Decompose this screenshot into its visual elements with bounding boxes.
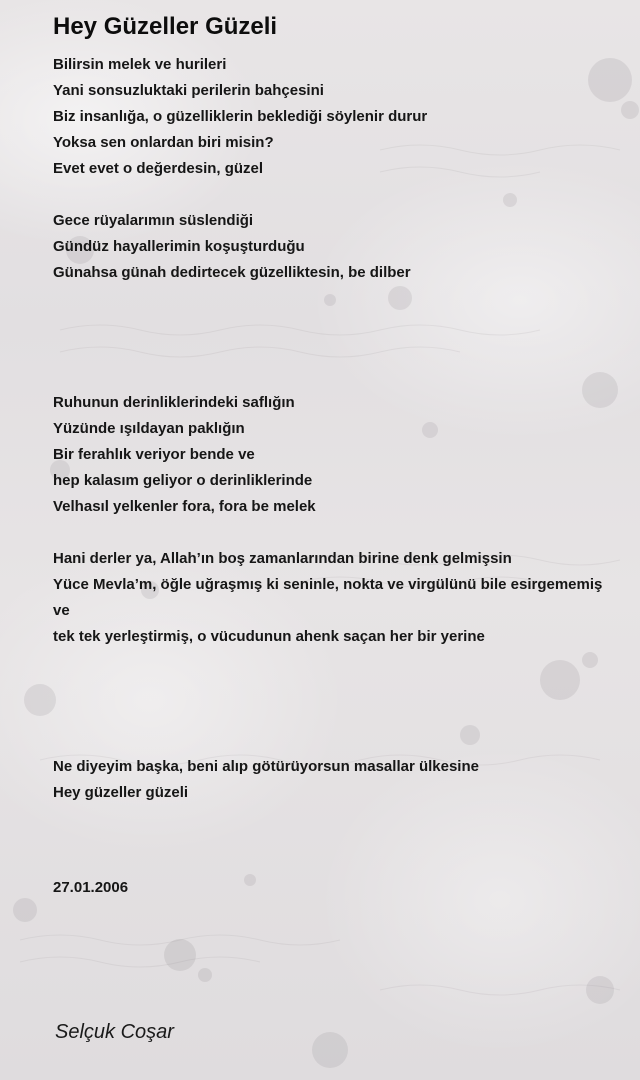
poem-line: Yüce Mevla’m, öğle uğraşmış ki seninle, nokta ve virgülünü bile esirgememiş ve — [53, 576, 603, 619]
poem-line: hep kalasım geliyor o derinliklerinde — [53, 472, 313, 489]
poem-line: Günahsa günah dedirtecek güzelliktesin, be dilber — [53, 264, 411, 281]
poem-line: Gündüz hayallerimin koşuşturduğu — [53, 238, 305, 255]
stanza-gap — [53, 650, 613, 754]
poem-line: Hey güzeller güzeli — [53, 784, 189, 801]
poem-line: Biz insanlığa, o güzelliklerin beklediği söylenir durur — [53, 108, 428, 125]
poem-line: Bilirsin melek ve hurileri — [53, 56, 227, 73]
poem-date: 27.01.2006 — [53, 879, 129, 896]
poem-line: Yani sonsuzluktaki perilerin bahçesini — [53, 82, 324, 99]
stanza-gap — [53, 286, 613, 390]
poem-line: Gece rüyalarımın süslendiği — [53, 212, 254, 229]
poem-line: Ne diyeyim başka, beni alıp götürüyorsun masallar ülkesine — [53, 758, 479, 775]
poem-author: Selçuk Coşar — [55, 1021, 174, 1043]
poem-line: Yüzünde ışıldayan paklığın — [53, 420, 245, 437]
poem-title: Hey Güzeller Güzeli — [53, 13, 278, 40]
poem-body — [53, 52, 613, 806]
stanza-gap — [53, 520, 613, 546]
poem-line: Yoksa sen onlardan biri misin? — [53, 134, 274, 151]
poem-line: Ruhunun derinliklerindeki saflığın — [53, 394, 295, 411]
poem-line: Hani derler ya, Allah’ın boş zamanlarından birine denk gelmişsin — [53, 550, 512, 567]
poem-line: Velhasıl yelkenler fora, fora be melek — [53, 498, 316, 515]
poem-line: Evet evet o değerdesin, güzel — [53, 160, 264, 177]
poem-line: tek tek yerleştirmiş, o vücudunun ahenk saçan her bir yerine — [53, 628, 485, 645]
poem-line: Bir ferahlık veriyor bende ve — [53, 446, 255, 463]
stanza-gap — [53, 182, 613, 208]
